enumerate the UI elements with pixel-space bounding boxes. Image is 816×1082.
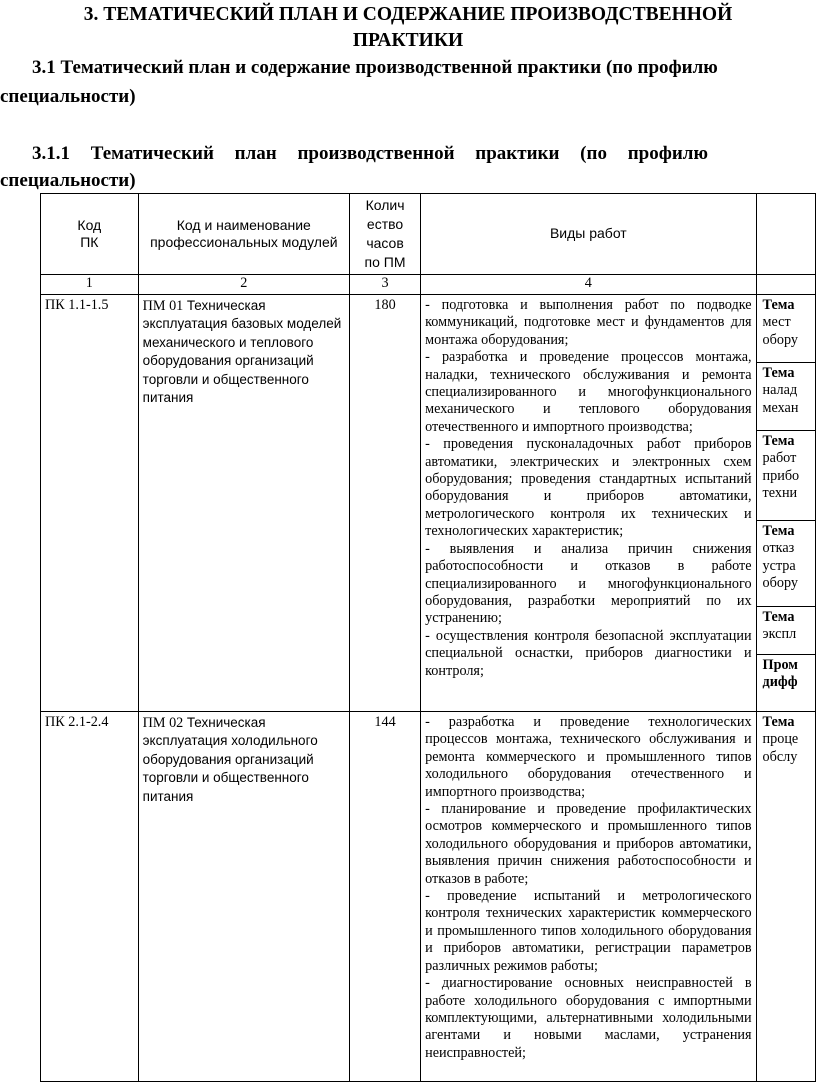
header-code: [41, 194, 139, 275]
work-item: - планирование и проведение профилактических осмотров коммерческого и промышленного типов холодильного оборудования и приборов автоматики, выявления причин снижения работоспособности и отказов в работе;: [425, 801, 752, 887]
topic-text: прибо: [762, 467, 800, 484]
module-code: ПМ 01: [142, 298, 184, 314]
topic-cell: [757, 712, 815, 766]
header-hours-line: часов: [366, 235, 404, 251]
section-heading-line1: 3. ТЕМАТИЧЕСКИЙ ПЛАН И СОДЕРЖАНИЕ ПРОИЗВОДСТВЕННОЙ: [83, 4, 733, 25]
header-hours-line: ество: [366, 216, 404, 232]
column-number-empty: [756, 275, 815, 295]
topic-cell: [757, 363, 815, 431]
column-number: 1: [41, 275, 139, 295]
topic-title: Пром: [762, 657, 798, 673]
header-module: Код и наименование профессиональных модулей: [138, 194, 349, 275]
topic-text: обслу: [762, 748, 798, 765]
header-hours: [349, 194, 420, 275]
topic-cell: [757, 521, 815, 607]
topic-cell-final: [757, 655, 815, 692]
column-number: 2: [138, 275, 349, 295]
topic-title: Тема: [762, 523, 795, 539]
work-item: - проведения пусконаладочных работ приборов автоматики, электрических и электронных схем оборудования; проведения стандартных испытаний оборудования и приборов автоматики, метрологического контроля их технических и технологических характеристик;: [425, 436, 752, 540]
row-code: ПК 1.1-1.5: [41, 295, 139, 712]
column-number: 4: [421, 275, 756, 295]
section-heading-line2: ПРАКТИКИ: [352, 30, 464, 51]
work-item: - проведение испытаний и метрологического контроля технических характеристик коммерческого и промышленного типов холодильного оборудования и приборов автоматики, регистрации параметров различных режимов работы;: [425, 888, 752, 974]
column-number: 3: [349, 275, 420, 295]
row-code: ПК 2.1-2.4: [41, 712, 139, 1082]
subheading-3-1-1-line2: специальности): [0, 170, 136, 191]
topic-text: механ: [762, 399, 799, 416]
topic-text: мест: [762, 314, 791, 331]
work-item: - выявления и анализа причин снижения работоспособности и отказов в работе специализированного и многофункционального оборудования, разработки мероприятий по их устранению;: [425, 540, 752, 627]
subheading-3-1-1-line1: 3.1.1 Тематический план производственной практики (по профилю: [32, 143, 708, 164]
table-row: [41, 712, 816, 1082]
topic-text: экспл: [762, 626, 797, 643]
topic-text: обору: [762, 575, 798, 592]
subheading-3-1-line1: 3.1 Тематический план и содержание производственной практики (по профилю: [32, 57, 718, 78]
topic-text: проце: [762, 731, 799, 748]
header-topics: [756, 194, 815, 275]
header-hours-line: Колич: [365, 197, 405, 213]
work-item: - диагностирование основных неисправностей в работе холодильного оборудования с импортными комплектующими, альтернативными холодильными агентами и новыми маслами, устранения неисправностей;: [425, 975, 752, 1061]
row-topics: [756, 712, 815, 1082]
module-name: Техническая эксплуатация базовых моделей механического и теплового оборудования организаций торговли и общественного питания: [142, 298, 342, 406]
table-header-row: [41, 194, 816, 275]
work-item: - разработка и проведение технологических процессов монтажа, технического обслуживания и ремонта коммерческого и промышленного типов холодильного оборудования отечественного и импортного производства;: [425, 714, 752, 800]
topic-cell: [757, 431, 815, 521]
work-item: - осуществления контроля безопасной эксплуатации специальной оснастки, приборов диагностики и контроля;: [425, 627, 752, 679]
topic-text: отказ: [762, 540, 795, 557]
row-module: [138, 712, 349, 1082]
topic-title: Тема: [762, 297, 795, 313]
row-hours: 144: [349, 712, 420, 1082]
topic-cell: [757, 295, 815, 363]
work-item: - подготовка и выполнения работ по подводке коммуникаций, подготовке мест и фундаментов для монтажа оборудования;: [425, 297, 752, 348]
subheading-3-1-line2: специальности): [0, 86, 136, 107]
topic-cell: [757, 607, 815, 655]
work-item: - разработка и проведение процессов монтажа, наладки, технического обслуживания и ремонта специализированного и многофункционального механического и теплового оборудования отечественного и импортного производства;: [425, 349, 752, 435]
table-row: [41, 295, 816, 712]
header-hours-line: по ПМ: [364, 254, 406, 270]
thematic-plan-table: [40, 193, 816, 1082]
row-topics: [756, 295, 815, 712]
header-works: Виды работ: [421, 194, 756, 275]
topic-title: Тема: [762, 365, 795, 381]
topic-title: Тема: [762, 609, 795, 625]
section-heading: [0, 2, 816, 54]
topic-title: Тема: [762, 433, 795, 449]
topic-text: обору: [762, 331, 798, 348]
table-number-row: [41, 275, 816, 295]
topic-text: налад: [762, 382, 798, 399]
topic-text: техни: [762, 485, 798, 502]
row-works: [421, 295, 756, 712]
module-name: Техническая эксплуатация холодильного оборудования организаций торговли и общественного питания: [142, 715, 318, 804]
topic-title: дифф: [762, 674, 798, 691]
topic-text: работ: [762, 450, 797, 467]
row-works: [421, 712, 756, 1082]
row-module: [138, 295, 349, 712]
topic-text: устра: [762, 557, 796, 574]
topic-title: Тема: [762, 714, 795, 730]
header-code-label: Код ПК: [77, 216, 102, 250]
module-code: ПМ 02: [142, 715, 184, 731]
row-hours: 180: [349, 295, 420, 712]
